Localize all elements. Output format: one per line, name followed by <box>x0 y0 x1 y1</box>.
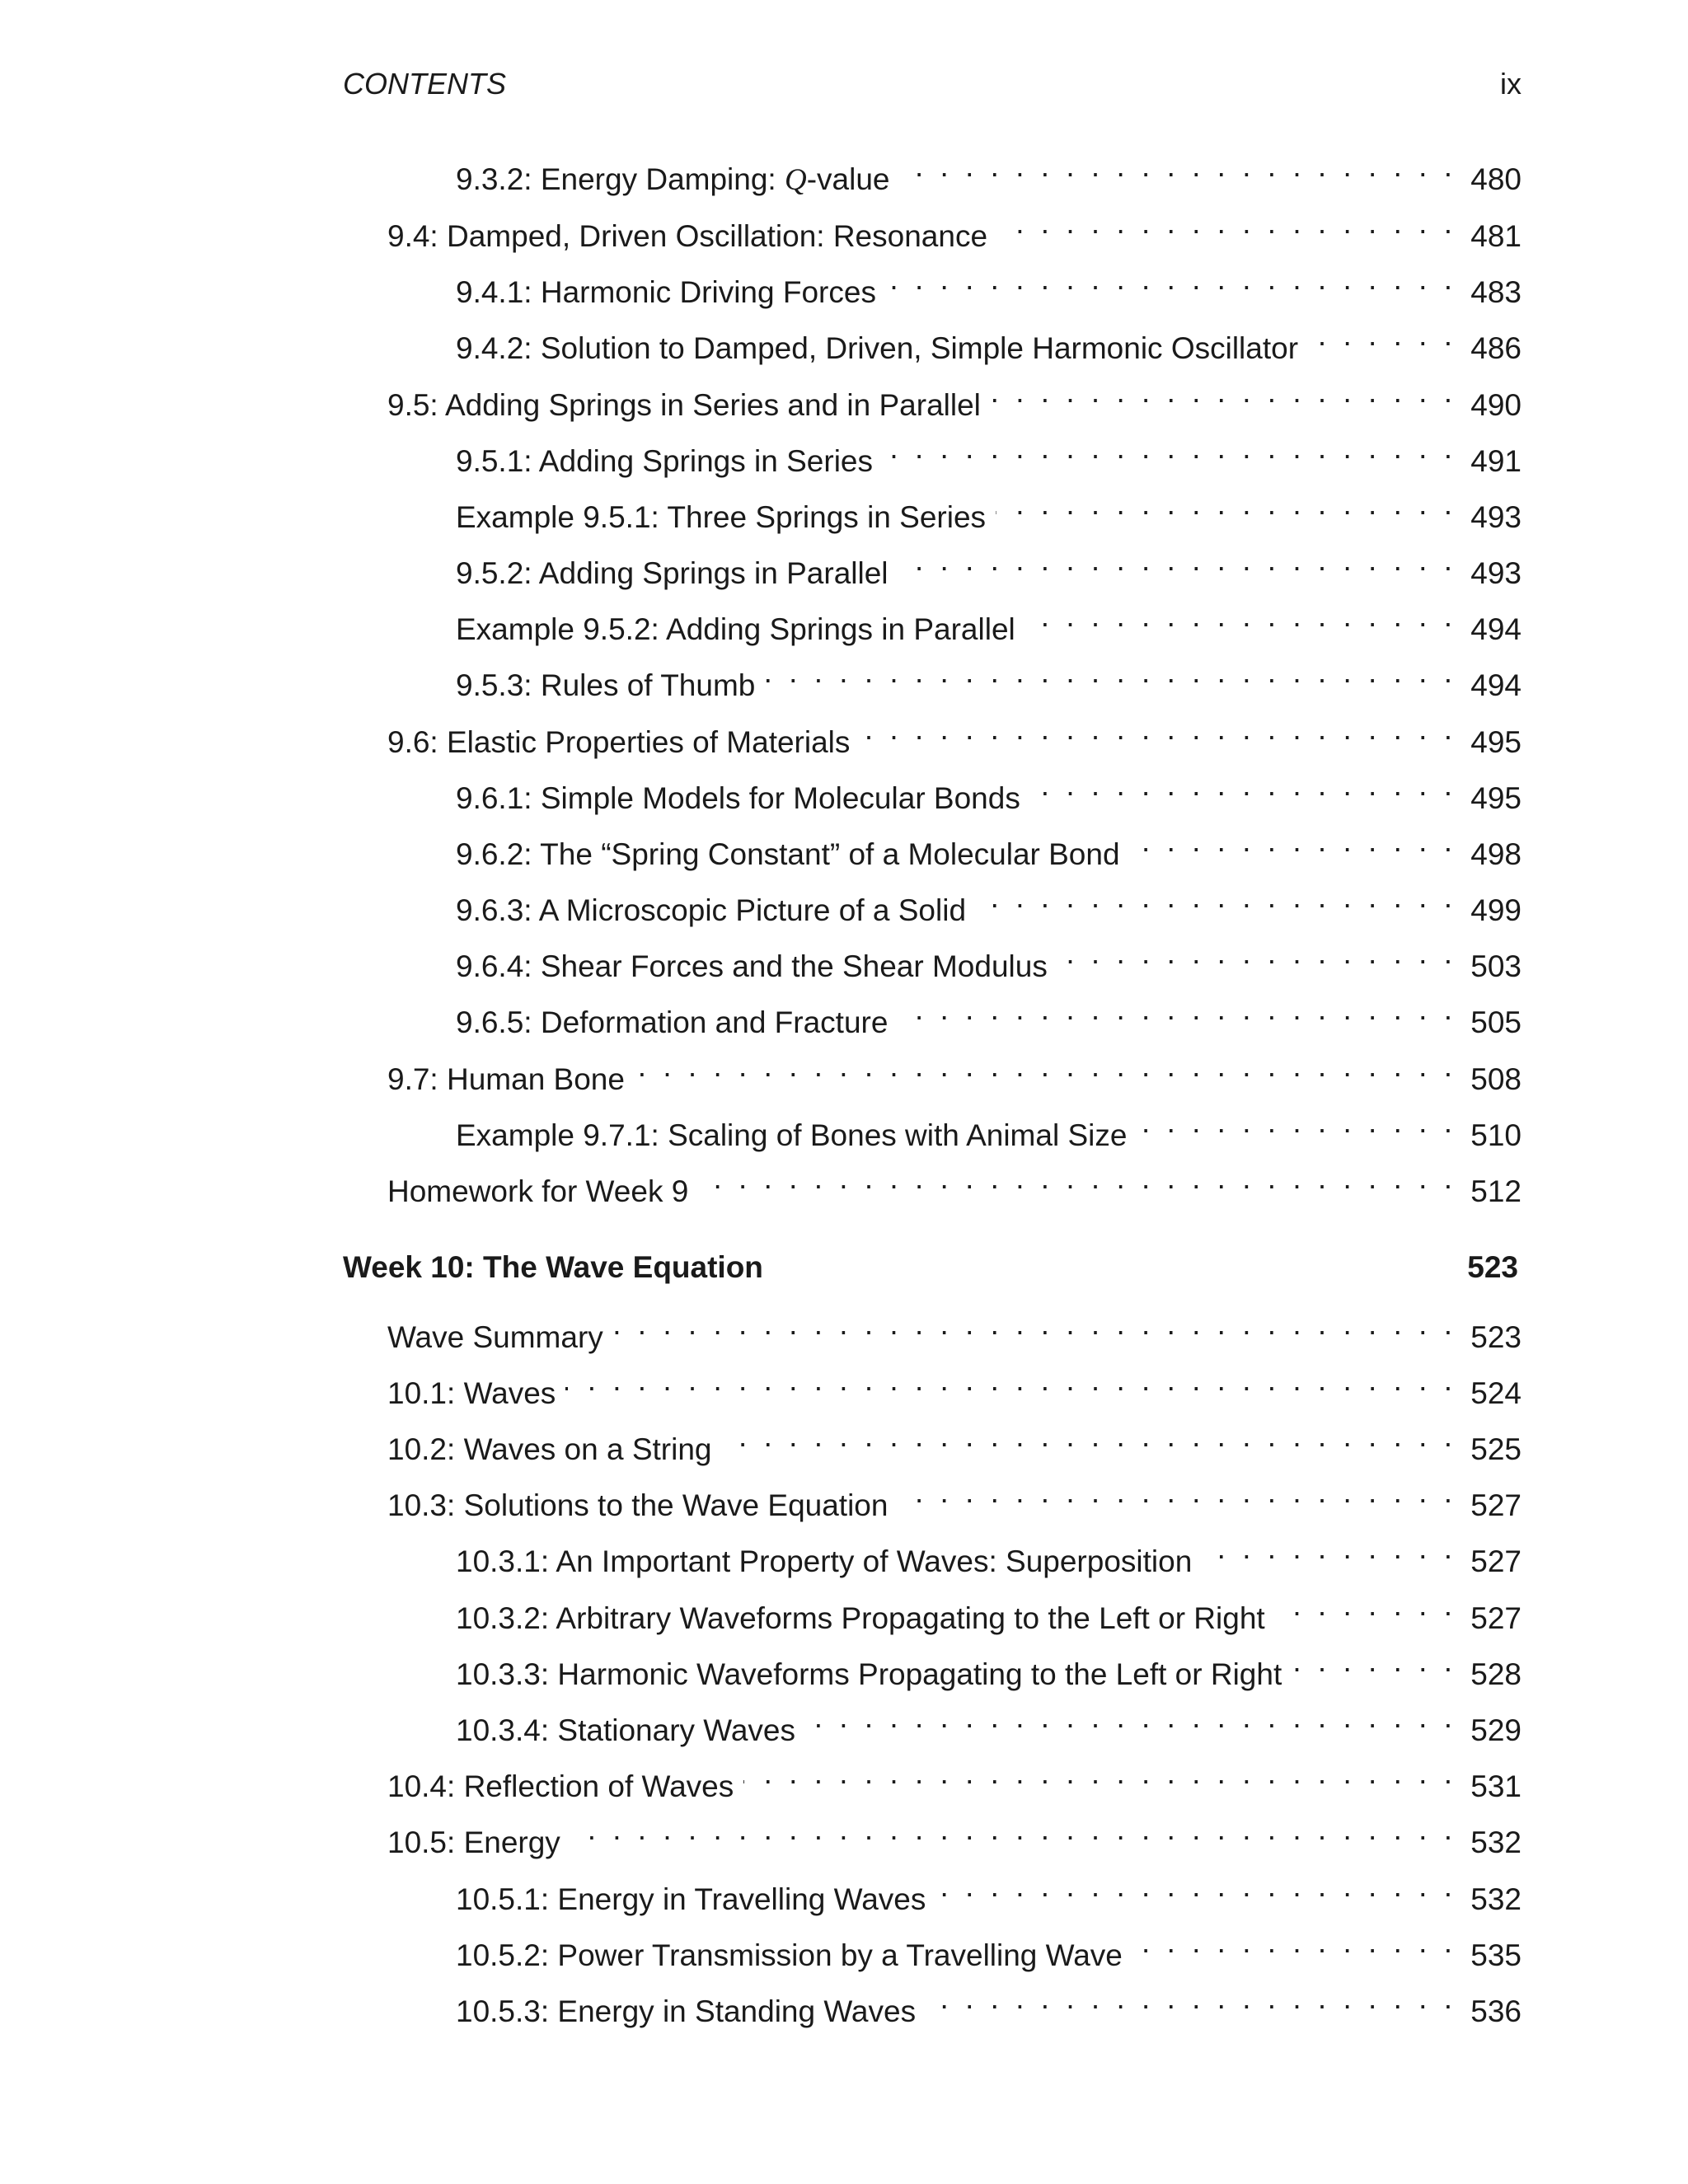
dot-leader <box>935 1863 1470 1910</box>
toc-entry[interactable] <box>343 1413 1522 1466</box>
dot-leader <box>565 1357 1470 1404</box>
toc-entry[interactable] <box>343 200 1522 253</box>
toc-entry[interactable] <box>343 1975 1522 2028</box>
dot-leader <box>698 1155 1470 1202</box>
toc-entry[interactable] <box>343 1155 1522 1208</box>
toc-entry-title: 9.5: Adding Springs in Series and in Parallel <box>387 388 981 422</box>
toc-entry-page: 499 <box>1470 893 1522 927</box>
toc-entry[interactable] <box>343 874 1522 927</box>
toc-entry-page: 494 <box>1470 668 1522 702</box>
toc-entry-title: 9.4.2: Solution to Damped, Driven, Simple Harmonic Oscillator <box>456 331 1299 365</box>
toc-entry[interactable] <box>343 1807 1522 1859</box>
toc-entry-title: 9.5.1: Adding Springs in Series <box>456 444 873 478</box>
toc-entry[interactable] <box>343 1694 1522 1747</box>
toc-entry-page: 486 <box>1470 331 1522 365</box>
toc-entry-page: 527 <box>1470 1544 1522 1578</box>
toc-entry-title: 9.4: Damped, Driven Oscillation: Resonance <box>387 219 988 253</box>
toc-entry-page: 490 <box>1470 388 1522 422</box>
toc-entry-title: 9.6.3: A Microscopic Picture of a Solid <box>456 893 967 927</box>
dot-leader <box>1132 1919 1470 1966</box>
dot-leader <box>743 1750 1470 1797</box>
toc-entry-page: 531 <box>1470 1769 1522 1803</box>
page-number: ix <box>1500 67 1522 101</box>
dot-leader <box>570 1807 1470 1853</box>
toc-entry-page: 527 <box>1470 1601 1522 1635</box>
toc-entry-page: 480 <box>1470 162 1522 196</box>
toc-entry-page: 525 <box>1470 1432 1522 1466</box>
dot-leader <box>1130 818 1470 865</box>
dot-leader <box>765 649 1470 696</box>
dot-leader <box>722 1413 1470 1460</box>
toc-entry-title: Example 9.5.2: Adding Springs in Parallel <box>456 612 1015 646</box>
toc-entry-title: 9.5.3: Rules of Thumb <box>456 668 756 702</box>
dot-leader <box>1308 312 1470 359</box>
toc-entry-page: 493 <box>1470 500 1522 534</box>
dot-leader <box>1202 1526 1470 1572</box>
toc-entry[interactable] <box>343 312 1522 365</box>
toc-entry-title: 9.6.1: Simple Models for Molecular Bonds <box>456 781 1020 815</box>
toc-entry-title: 10.5: Energy <box>387 1825 560 1859</box>
toc-entry[interactable] <box>343 1526 1522 1578</box>
toc-entry-page: 532 <box>1470 1825 1522 1859</box>
toc-entry[interactable] <box>343 1582 1522 1635</box>
toc-entry[interactable] <box>343 1357 1522 1410</box>
toc-entry-page: 483 <box>1470 275 1522 309</box>
toc-entry-title: Example 9.5.1: Three Springs in Series <box>456 500 987 534</box>
toc-entry[interactable] <box>343 1301 1522 1354</box>
toc-entry-page: 523 <box>1470 1320 1522 1354</box>
dot-leader <box>898 987 1470 1033</box>
toc-entry[interactable] <box>343 1863 1522 1916</box>
dot-leader <box>883 425 1470 471</box>
toc-entry[interactable] <box>343 369 1522 422</box>
toc-entry-title: 9.4.1: Harmonic Driving Forces <box>456 275 876 309</box>
toc-entry-page: 536 <box>1470 1994 1522 2028</box>
running-title: CONTENTS <box>343 67 506 101</box>
dot-leader <box>886 256 1470 302</box>
dot-leader <box>1137 1099 1470 1146</box>
toc-entry[interactable] <box>343 425 1522 478</box>
toc-entry-title: 10.3.4: Stationary Waves <box>456 1713 796 1747</box>
dot-leader <box>860 706 1470 752</box>
toc-entry-title: Wave Summary <box>387 1320 603 1354</box>
toc-entry-title: 10.5.1: Energy in Travelling Waves <box>456 1882 926 1916</box>
page-header <box>343 64 1522 104</box>
toc-entry-title: 9.6.2: The “Spring Constant” of a Molecular Bond <box>456 837 1120 871</box>
toc-entry[interactable] <box>343 537 1522 590</box>
dot-leader <box>900 143 1470 190</box>
chapter-page: 523 <box>1467 1250 1518 1284</box>
toc-entry-page: 529 <box>1470 1713 1522 1747</box>
dot-leader <box>991 369 1470 415</box>
dot-leader <box>635 1043 1470 1090</box>
dot-leader <box>805 1694 1470 1741</box>
toc-entry-page: 527 <box>1470 1488 1522 1522</box>
toc-entry[interactable] <box>343 762 1522 815</box>
toc-entry-page: 508 <box>1470 1062 1522 1096</box>
dot-leader <box>996 481 1470 527</box>
toc-entry[interactable] <box>343 1043 1522 1096</box>
toc-entry[interactable] <box>343 256 1522 309</box>
toc-entry-title: 10.3: Solutions to the Wave Equation <box>387 1488 889 1522</box>
toc-entry[interactable] <box>343 1750 1522 1803</box>
toc-entry-title: 10.2: Waves on a String <box>387 1432 712 1466</box>
toc-entry-title: 9.6: Elastic Properties of Materials <box>387 725 851 759</box>
toc-entry[interactable] <box>343 593 1522 646</box>
toc-entry-title: 9.5.2: Adding Springs in Parallel <box>456 556 889 590</box>
dot-leader <box>1025 593 1470 640</box>
toc-entry-title: 9.3.2: Energy Damping: Q-value <box>456 162 890 197</box>
toc-entry-title: 9.7: Human Bone <box>387 1062 625 1096</box>
dot-leader <box>1030 762 1470 808</box>
toc-entry-page: 505 <box>1470 1005 1522 1039</box>
toc-entry-page: 494 <box>1470 612 1522 646</box>
dot-leader <box>997 200 1470 246</box>
dot-leader <box>1275 1582 1470 1629</box>
dot-leader <box>1057 930 1470 977</box>
toc-entry[interactable] <box>343 1919 1522 1972</box>
toc-entry-page: 481 <box>1470 219 1522 253</box>
toc-entry-page: 495 <box>1470 725 1522 759</box>
dot-leader <box>1292 1638 1470 1685</box>
toc-entry-page: 493 <box>1470 556 1522 590</box>
toc-entry-title: 9.6.5: Deformation and Fracture <box>456 1005 889 1039</box>
toc-entry[interactable] <box>343 987 1522 1039</box>
toc-entry-title: 10.5.3: Energy in Standing Waves <box>456 1994 917 2028</box>
toc-entry[interactable] <box>343 481 1522 534</box>
dot-leader <box>898 537 1470 583</box>
toc-entry-title: 10.3.3: Harmonic Waveforms Propagating to the Left or Right <box>456 1657 1282 1691</box>
toc-entry-title: 9.6.4: Shear Forces and the Shear Modulus <box>456 949 1048 983</box>
toc-entry-title: 10.4: Reflection of Waves <box>387 1769 734 1803</box>
toc-entry-page: 491 <box>1470 444 1522 478</box>
toc-entry-page: 528 <box>1470 1657 1522 1691</box>
toc-entry-title: 10.1: Waves <box>387 1376 556 1410</box>
toc-entry-page: 512 <box>1470 1174 1522 1208</box>
toc-entry[interactable] <box>343 818 1522 871</box>
dot-leader <box>613 1301 1470 1347</box>
toc-entry[interactable] <box>343 930 1522 983</box>
toc-entry-page: 532 <box>1470 1882 1522 1916</box>
toc-entry[interactable] <box>343 1638 1522 1691</box>
toc-entry[interactable] <box>343 143 1522 197</box>
dot-leader <box>898 1469 1470 1516</box>
toc-entry[interactable] <box>343 1099 1522 1152</box>
dot-leader <box>926 1975 1470 2022</box>
toc-entry-page: 498 <box>1470 837 1522 871</box>
toc-entry-page: 524 <box>1470 1376 1522 1410</box>
toc-entry-page: 503 <box>1470 949 1522 983</box>
chapter-title: Week 10: The Wave Equation <box>343 1250 763 1284</box>
dot-leader <box>976 874 1470 921</box>
toc-entry-title: 10.3.2: Arbitrary Waveforms Propagating to the Left or Right <box>456 1601 1265 1635</box>
toc-entry[interactable] <box>343 649 1522 702</box>
toc-entry-page: 495 <box>1470 781 1522 815</box>
toc-entry-title: Homework for Week 9 <box>387 1174 689 1208</box>
toc-chapter-entry[interactable] <box>343 1244 1522 1291</box>
toc-entry-page: 510 <box>1470 1118 1522 1152</box>
toc-entry-page: 535 <box>1470 1938 1522 1972</box>
toc-entry-title: 10.3.1: An Important Property of Waves: Superposition <box>456 1544 1193 1578</box>
toc-entry[interactable] <box>343 706 1522 759</box>
toc-entry[interactable] <box>343 1469 1522 1522</box>
toc-entry-title: 10.5.2: Power Transmission by a Travelling Wave <box>456 1938 1123 1972</box>
toc-entry-title: Example 9.7.1: Scaling of Bones with Animal Size <box>456 1118 1128 1152</box>
